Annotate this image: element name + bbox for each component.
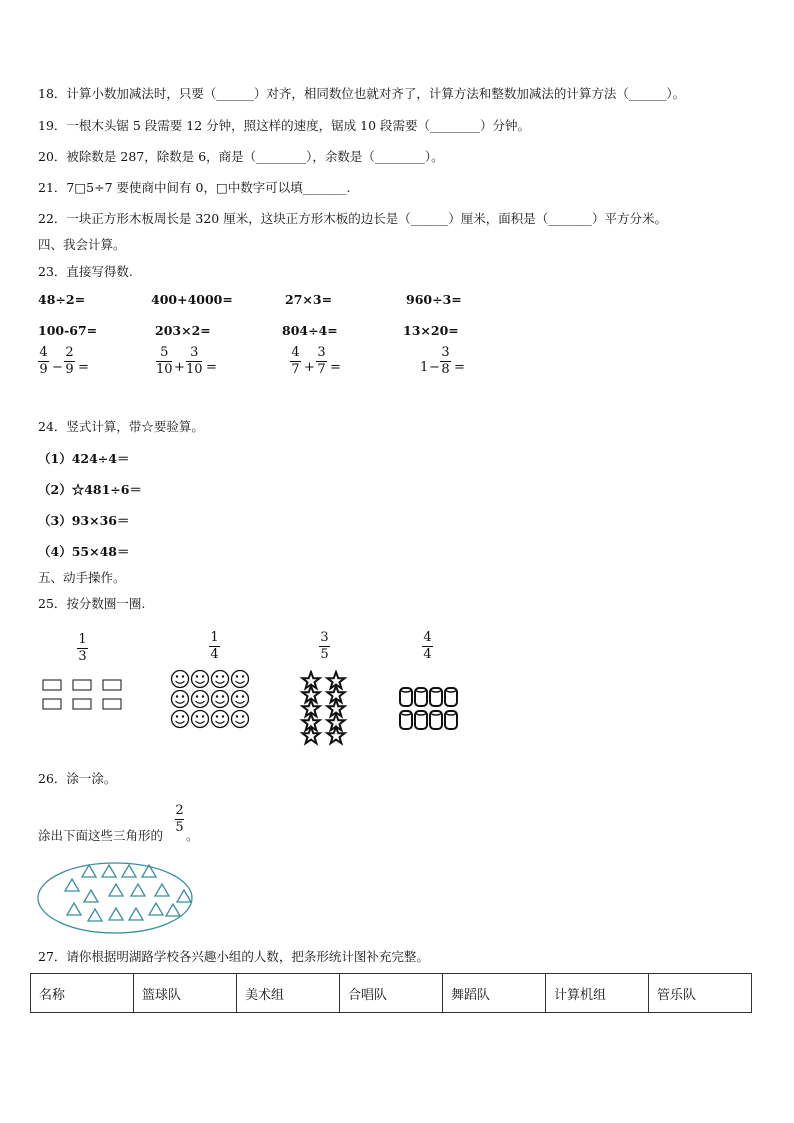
triangles-ellipse: [36, 860, 198, 936]
smiley-icon: [232, 671, 249, 688]
ellipse-outline: [38, 863, 192, 933]
question-26-title: 26．涂一涂。: [38, 771, 117, 786]
smiley-icon: [192, 671, 209, 688]
table-cell: 管乐队: [649, 974, 752, 1013]
section-5-heading: 五、动手操作。: [38, 570, 126, 585]
triangle-icon: [82, 865, 96, 877]
calc-item: 203×2=: [155, 323, 211, 338]
rectangle-icon: [43, 699, 61, 709]
cylinder-icon: [445, 688, 457, 706]
triangle-icon: [109, 884, 123, 896]
calc-item: 960÷3=: [406, 292, 462, 307]
calc-item: 804÷4=: [282, 323, 338, 338]
vertical-calc-item: （4）55×48＝: [38, 544, 130, 559]
fraction: 5 10: [156, 345, 173, 377]
question-26-prompt: 涂出下面这些三角形的: [38, 828, 164, 843]
triangle-icon: [155, 884, 169, 896]
question-22: 22．一块正方形木板周长是 320 厘米，这块正方形木板的边长是（______）厘米，面积是（_______）平方分米。: [38, 211, 667, 226]
question-21: 21．7□5÷7 要使商中间有 0，□中数字可以填_______.: [38, 180, 351, 195]
fraction: 3 8: [441, 345, 450, 377]
cylinder-icon: [400, 688, 412, 706]
smiley-icon: [192, 711, 209, 728]
triangle-icon: [122, 865, 136, 877]
question-18: 18．计算小数加减法时，只要（______）对齐，相同数位也就对齐了，计算方法和整数加减法的计算方法（______）。: [38, 86, 686, 101]
cylinder-icon: [415, 711, 427, 729]
vertical-calc-item: （1）424÷4＝: [38, 451, 130, 466]
rectangles-group: [42, 678, 124, 712]
question-23-title: 23．直接写得数.: [38, 264, 133, 279]
triangle-icon: [88, 909, 102, 921]
triangle-icon: [177, 890, 191, 902]
calc-item: 27×3=: [285, 292, 333, 307]
vertical-calc-item: （2）☆481÷6＝: [38, 482, 142, 497]
cylinders-group: [396, 684, 462, 734]
rectangle-icon: [43, 680, 61, 690]
interest-group-table: [30, 973, 752, 1013]
smiley-icon: [172, 671, 189, 688]
cylinder-icon: [430, 688, 442, 706]
fraction: 4 7: [291, 345, 300, 377]
table-cell: 篮球队: [134, 974, 237, 1013]
triangle-icon: [102, 865, 116, 877]
stars-group: [296, 670, 354, 746]
fraction-label: 3 5: [320, 630, 329, 662]
vertical-calc-item: （3）93×36＝: [38, 513, 130, 528]
table-cell: 舞蹈队: [443, 974, 546, 1013]
fraction-label: 1 3: [78, 632, 87, 664]
question-25-title: 25．按分数圈一圈.: [38, 596, 146, 611]
cylinder-icon: [445, 711, 457, 729]
fraction: 2 9: [65, 345, 74, 377]
triangle-icon: [166, 904, 180, 916]
calc-item: 400+4000=: [151, 292, 233, 307]
section-4-heading: 四、我会计算。: [38, 237, 126, 252]
triangle-icon: [65, 879, 79, 891]
smiley-icon: [212, 671, 229, 688]
triangle-icon: [67, 903, 81, 915]
triangle-icon: [109, 908, 123, 920]
cylinder-icon: [430, 711, 442, 729]
fraction-label: 1 4: [210, 630, 219, 662]
rectangle-icon: [73, 680, 91, 690]
smiley-icon: [232, 711, 249, 728]
triangle-icon: [149, 903, 163, 915]
rectangle-icon: [73, 699, 91, 709]
fraction: 4 9: [39, 345, 48, 377]
smiley-icon: [232, 691, 249, 708]
calc-item: 13×20=: [403, 323, 459, 338]
smiley-icon: [212, 691, 229, 708]
table-cell: 计算机组: [546, 974, 649, 1013]
rectangle-icon: [103, 680, 121, 690]
question-19: 19．一根木头锯 5 段需要 12 分钟，照这样的速度，锯成 10 段需要（________）分钟。: [38, 118, 531, 133]
smiley-icon: [172, 691, 189, 708]
cylinder-icon: [415, 688, 427, 706]
fraction: 3 10: [186, 345, 203, 377]
rectangle-icon: [103, 699, 121, 709]
fraction-label: 2 5: [175, 803, 184, 835]
fraction-label: 4 4: [423, 630, 432, 662]
fraction: 3 7: [317, 345, 326, 377]
question-24-title: 24．竖式计算，带☆要验算。: [38, 419, 204, 434]
table-cell: 美术组: [237, 974, 340, 1013]
smiley-icon: [172, 711, 189, 728]
smiley-icon: [192, 691, 209, 708]
question-27-title: 27．请你根据明湖路学校各兴趣小组的人数，把条形统计图补充完整。: [38, 949, 429, 964]
smileys-group: [168, 668, 252, 730]
cylinder-icon: [400, 711, 412, 729]
calc-item: 48÷2=: [38, 292, 86, 307]
table-cell: 合唱队: [340, 974, 443, 1013]
calc-item: 100-67=: [38, 323, 98, 338]
table-cell: 名称: [31, 974, 134, 1013]
table-row: [31, 974, 752, 1013]
triangle-icon: [131, 884, 145, 896]
smiley-icon: [212, 711, 229, 728]
triangle-icon: [129, 908, 143, 920]
triangle-icon: [84, 890, 98, 902]
question-20: 20．被除数是 287，除数是 6，商是（________），余数是（________）。: [38, 149, 444, 164]
